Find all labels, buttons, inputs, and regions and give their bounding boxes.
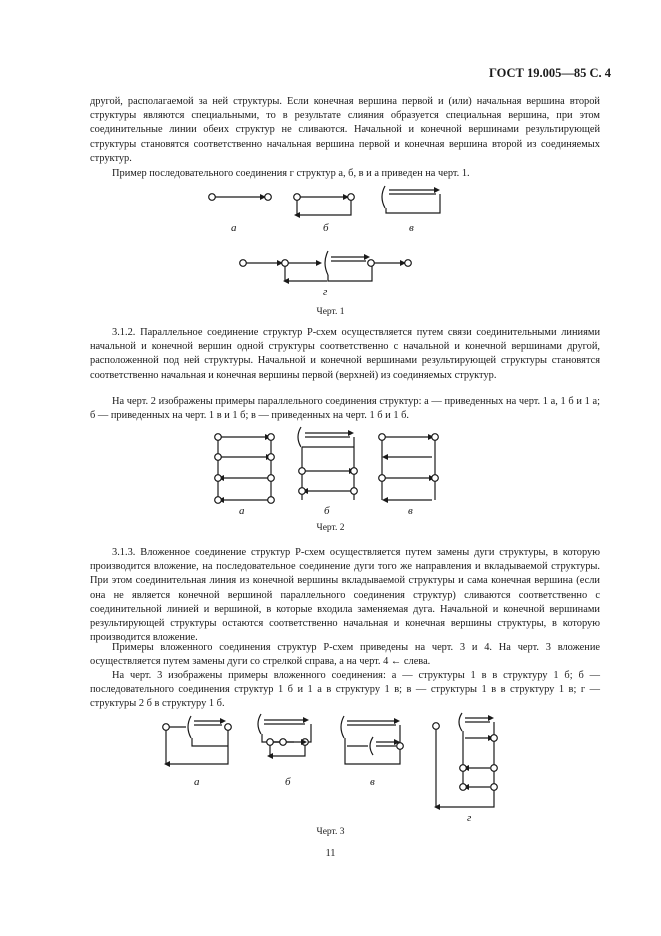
figure-2-diagram — [0, 425, 661, 535]
figure-1-label-v: в — [409, 222, 414, 234]
figure-3-label-g: г — [467, 812, 472, 824]
figure-3-label-v: в — [370, 776, 375, 788]
figure-3-label-b: б — [285, 776, 291, 788]
figure-2-caption: Черт. 2 — [316, 523, 345, 533]
paragraph-3: 3.1.2. Параллельное соединение структур Р-схем осуществляется путем связи соединительными линиями начальной и конечной вершин одной структуры соответственно с начальной и конечной вершинами другой, расположенной под ней структуры. Начальной и конечной вершинами результирующей структуры становятся соответственно начальная и конечная вершины первой (верхней) из соединяемых структур. — [90, 327, 600, 381]
paragraph-4: На черт. 2 изображены примеры параллельного соединения структур: а — приведенных на черт. 1 а, 1 б и 1 а; б — приведенных на черт. 1 в и 1 б; в — приведенных на черт. 1 б и 1 б. — [90, 396, 600, 422]
paragraph-5: 3.1.3. Вложенное соединение структур Р-схем осуществляется путем замены дуги структуры, в которую производится вложение, на последовательное соединение дуги того же направления и вкладываемой структуры. При этом соединительная линия из конечной вершины вкладываемой структуры и сама конечная вершина (если она не является конечной вершиной параллельного соединения структур) сливаются соответственно с соединительной линией и вершиной, в которые входила заменяемая дуга. Начальной и конечной вершинами результирующей структуры остаются соответственно начальная и конечная вершины структуры, в которую производится вложение. — [90, 547, 600, 644]
figure-3-caption: Черт. 3 — [316, 827, 345, 837]
figure-1-label-g: г — [323, 286, 328, 298]
figure-2-label-a: а — [239, 505, 245, 517]
figure-3-diagram — [0, 712, 661, 822]
figure-2-label-b: б — [324, 505, 330, 517]
paragraph-1: другой, располагаемой за ней структуры. Если конечная вершина первой и (или) начальная вершина второй структуры являются специальными, то в результате слияния образуется специальная вершина, при этом соединительные линии обеих структур не сливаются. Начальной и конечной вершинами результирующей структуры становятся соответственно начальная вершина первой и конечная вершина второй из соединяемых структур. — [90, 96, 600, 164]
paragraph-7: На черт. 3 изображены примеры вложенного соединения: а — структуры 1 в в структуру 1 б; б — последовательного соединения структур 1 б и 1 а в структуру 1 в; в — структуры 1 в в структуру 1 в; г — структуры 2 б в структуру 1 б. — [90, 670, 600, 710]
page-header: ГОСТ 19.005—85 С. 4 — [488, 66, 611, 80]
figure-2-label-v: в — [408, 505, 413, 517]
paragraph-6: Примеры вложенного соединения структур Р-схем приведены на черт. 3 и 4. На черт. 3 вложение осуществляется путем замены дуги со стрелкой справа, а на черт. 4 ← слева. — [90, 642, 600, 668]
figure-3-label-a: а — [194, 776, 200, 788]
page-number: 11 — [325, 848, 336, 859]
figure-1-diagram — [0, 180, 661, 310]
figure-1-label-a: а — [231, 222, 237, 234]
figure-1-label-b: б — [323, 222, 329, 234]
figure-1-caption: Черт. 1 — [316, 307, 345, 317]
paragraph-2: Пример последовательного соединения г структур а, б, в и а приведен на черт. 1. — [112, 168, 470, 179]
